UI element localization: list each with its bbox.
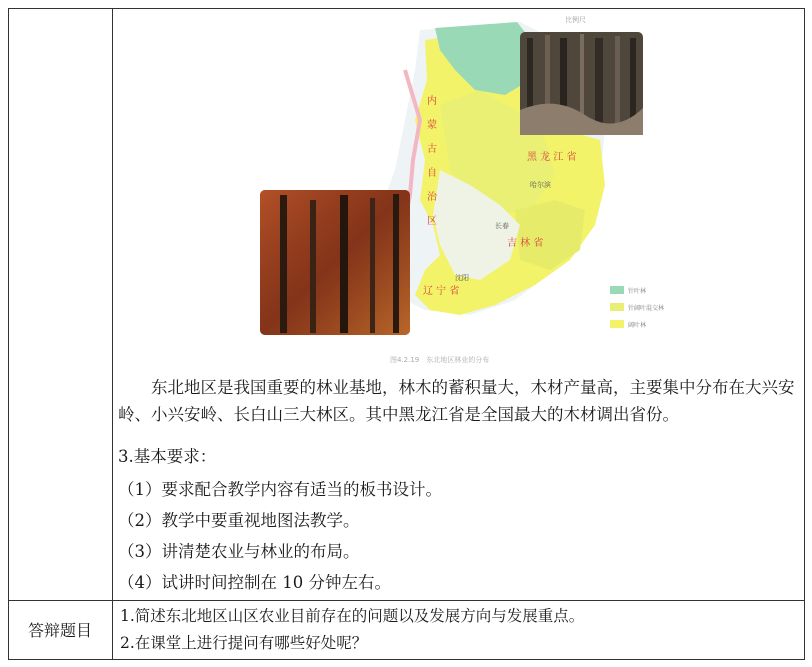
svg-text:区: 区 — [427, 216, 437, 227]
svg-text:内: 内 — [427, 96, 437, 107]
mixed-forest-area-south — [515, 200, 585, 270]
svg-text:蒙: 蒙 — [427, 120, 437, 131]
intro-paragraph: 东北地区是我国重要的林业基地，林木的蓄积量大，木材产量高，主要集中分布在大兴安岭、小兴安岭、长白山三大林区。其中黑龙江省是全国最大的木材调出省份。 — [118, 378, 795, 424]
legend-swatch-conifer — [610, 286, 624, 294]
table-left-border — [8, 8, 9, 660]
legend-label-conifer: 针叶林 — [628, 288, 647, 295]
table-top-border — [8, 8, 804, 9]
shenyang-label: 沈阳 — [455, 274, 469, 282]
defense-question: 2.在课堂上进行提问有哪些好处呢？ — [120, 634, 368, 652]
jilin-label: 吉 林 省 — [507, 238, 544, 249]
table-bottom-border — [8, 659, 804, 660]
requirement-item: （4）试讲时间控制在 10 分钟左右。 — [118, 573, 391, 592]
harbin-label: 哈尔滨 — [530, 181, 551, 189]
defense-question: 1.简述东北地区山区农业目前存在的问题以及发展方向与发展重点。 — [120, 607, 585, 625]
column-divider — [112, 8, 113, 660]
legend-swatch-mixed — [610, 303, 624, 311]
row-divider — [8, 600, 804, 601]
forest-photo-autumn — [260, 190, 410, 335]
svg-text:自: 自 — [427, 168, 437, 179]
legend-swatch-broadleaf — [610, 320, 624, 328]
svg-text:古: 古 — [427, 144, 437, 155]
legend-label-broadleaf: 阔叶林 — [628, 322, 647, 329]
requirements-title: 3.基本要求： — [118, 447, 217, 466]
liaoning-label: 辽 宁 省 — [423, 286, 460, 297]
scale-label: 比例尺 — [565, 16, 586, 24]
requirement-item: （2）教学中要重视地图法教学。 — [118, 511, 360, 530]
defense-label: 答辩题目 — [27, 621, 92, 640]
heilongjiang-label: 黑 龙 江 省 — [527, 152, 577, 163]
requirement-item: （3）讲清楚农业与林业的布局。 — [118, 542, 360, 561]
map-caption: 图4.2.19 东北地区林业的分布 — [390, 356, 490, 364]
table-right-border — [804, 8, 805, 660]
map-legend — [610, 286, 664, 329]
svg-text:治: 治 — [427, 192, 437, 203]
requirement-item: （1）要求配合教学内容有适当的板书设计。 — [118, 480, 442, 499]
legend-label-mixed: 针阔叶混交林 — [628, 305, 665, 312]
forest-photo-northeast — [520, 32, 643, 135]
northeast-forest-map — [255, 10, 665, 370]
changchun-label: 长春 — [495, 222, 509, 230]
